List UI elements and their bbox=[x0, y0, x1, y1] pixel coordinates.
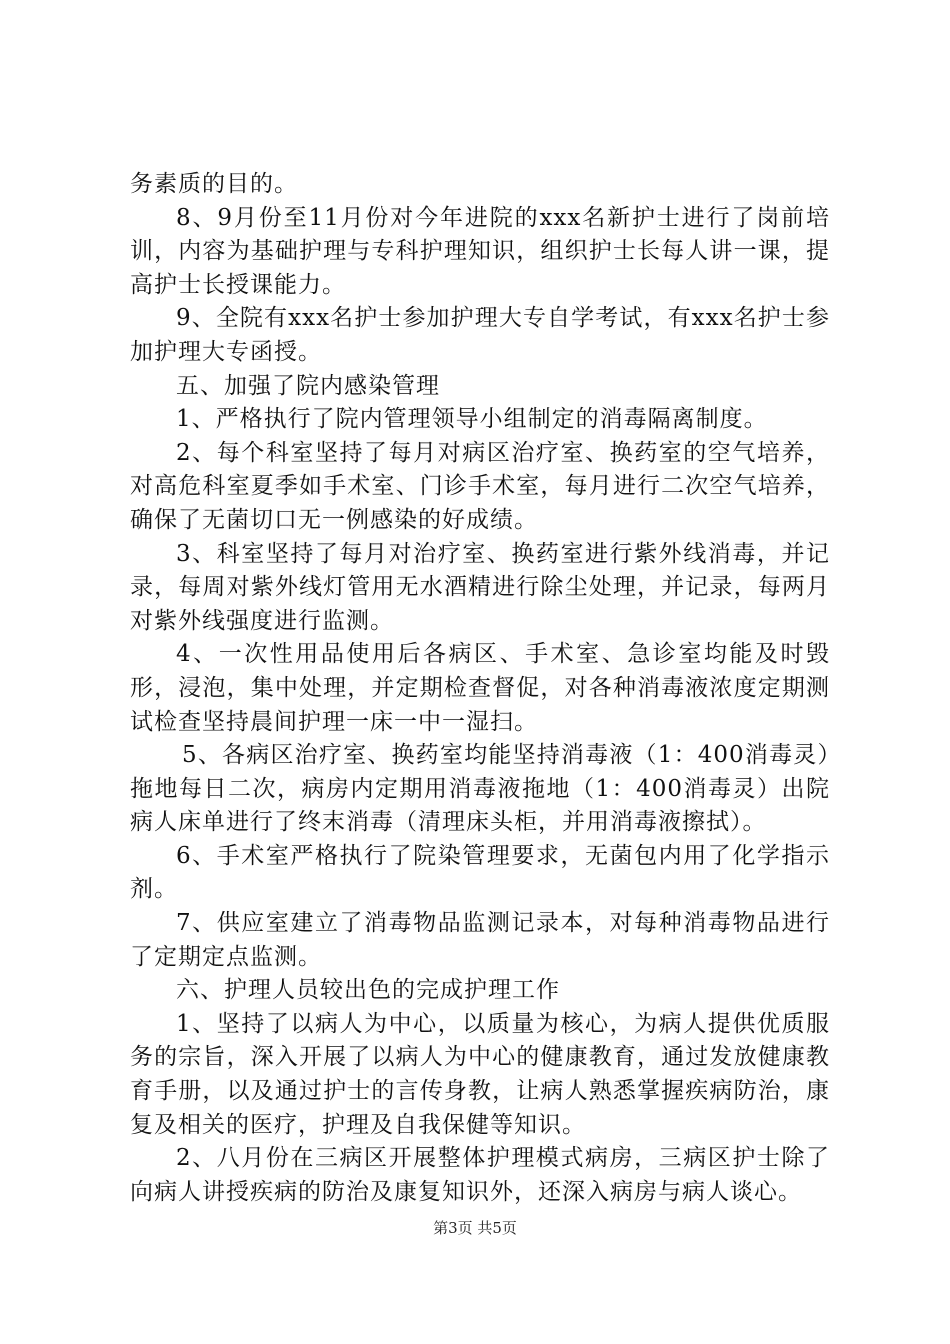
document-body bbox=[130, 168, 830, 1209]
paragraph-item-8: 8、9月份至11月份对今年进院的xxx名新护士进行了岗前培训，内容为基础护理与专科护理知识，组织护士长每人讲一课，提高护士长授课能力。 bbox=[130, 204, 830, 298]
paragraph-infection-3: 3、科室坚持了每月对治疗室、换药室进行紫外线消毒，并记录，每周对紫外线灯管用无水酒精进行除尘处理，并记录，每两月对紫外线强度进行监测。 bbox=[130, 540, 830, 634]
page-number-footer: 第3页 共5页 bbox=[433, 1219, 517, 1237]
paragraph-infection-2: 2、每个科室坚持了每月对病区治疗室、换药室的空气培养，对高危科室夏季如手术室、门诊手术室，每月进行二次空气培养，确保了无菌切口无一例感染的好成绩。 bbox=[130, 439, 830, 533]
paragraph-nursing-2: 2、八月份在三病区开展整体护理模式病房，三病区护士除了向病人讲授疾病的防治及康复知识外，还深入病房与病人谈心。 bbox=[130, 1145, 830, 1205]
paragraph-infection-1: 1、严格执行了院内管理领导小组制定的消毒隔离制度。 bbox=[176, 406, 768, 433]
paragraph-item-9: 9、全院有xxx名护士参加护理大专自学考试，有xxx名护士参加护理大专函授。 bbox=[130, 305, 830, 365]
section-heading-5: 五、加强了院内感染管理 bbox=[176, 372, 440, 399]
paragraph-continuation: 务素质的目的。 bbox=[130, 171, 298, 197]
section-heading-6: 六、护理人员较出色的完成护理工作 bbox=[176, 977, 560, 1004]
paragraph-nursing-1: 1、坚持了以病人为中心，以质量为核心，为病人提供优质服务的宗旨，深入开展了以病人为中心的健康教育，通过发放健康教育手册，以及通过护士的言传身教，让病人熟悉掌握疾病防治，康复及相关的医疗，护理及自我保健等知识。 bbox=[130, 1010, 830, 1138]
paragraph-infection-5: 5、各病区治疗室、换药室均能坚持消毒液（1：400消毒灵）拖地每日二次，病房内定期用消毒液拖地（1：400消毒灵）出院病人床单进行了终末消毒（清理床头柜，并用消毒液擦拭）。 bbox=[130, 742, 830, 836]
paragraph-infection-7: 7、供应室建立了消毒物品监测记录本，对每种消毒物品进行了定期定点监测。 bbox=[130, 910, 830, 970]
paragraph-infection-6: 6、手术室严格执行了院染管理要求，无菌包内用了化学指示剂。 bbox=[130, 842, 830, 903]
paragraph-infection-4: 4、一次性用品使用后各病区、手术室、急诊室均能及时毁形，浸泡，集中处理，并定期检查督促，对各种消毒液浓度定期测试检查坚持晨间护理一床一中一湿扫。 bbox=[130, 641, 830, 735]
